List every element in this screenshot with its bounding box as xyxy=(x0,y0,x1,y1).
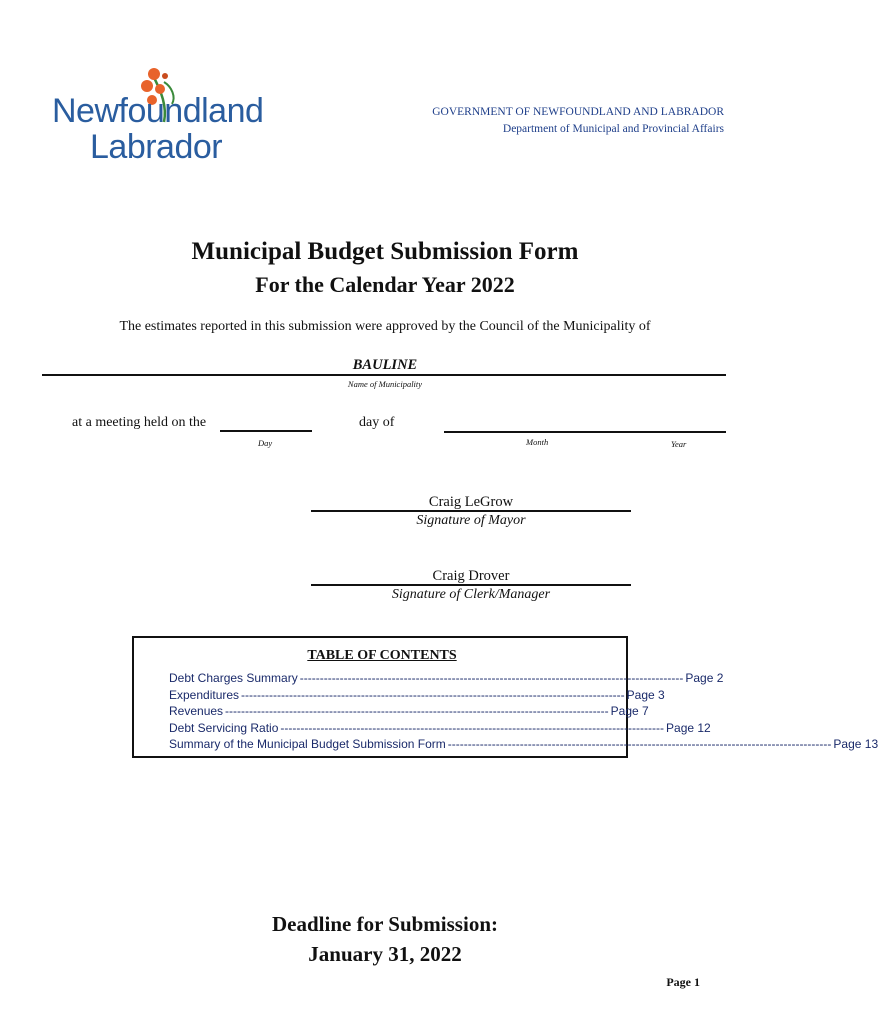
toc-item[interactable] xyxy=(169,687,665,704)
municipality-name-value: BAULINE xyxy=(352,357,418,373)
department-heading: Department of Municipal and Provincial Affairs xyxy=(502,123,724,135)
toc-item-name: Debt Servicing Ratio xyxy=(169,720,279,735)
toc-item-name: Summary of the Municipal Budget Submission Form xyxy=(169,737,446,751)
mayor-signature-label: Signature of Mayor xyxy=(416,513,526,528)
toc-item-name: Expenditures xyxy=(169,687,240,702)
form-subtitle: For the Calendar Year 2022 xyxy=(255,272,515,297)
month-year-field-line[interactable] xyxy=(444,431,726,433)
toc-item-page: Page 12 xyxy=(666,720,711,735)
toc-leader: ------------------------------------------------------------------------------------------------ xyxy=(241,687,625,702)
approval-statement: The estimates reported in this submission were approved by the Council of the Municipality of xyxy=(119,319,651,334)
mayor-name: Craig LeGrow xyxy=(428,494,514,510)
logo-wordmark-newfoundland: Newfoundland xyxy=(52,92,264,130)
clerk-signature-label: Signature of Clerk/Manager xyxy=(391,587,551,602)
deadline-date: January 31, 2022 xyxy=(308,942,462,966)
clerk-name: Craig Drover xyxy=(432,568,510,584)
form-title: Municipal Budget Submission Form xyxy=(191,238,579,265)
municipality-name-line xyxy=(42,374,726,376)
toc-item-page: Page 2 xyxy=(685,671,724,685)
toc-leader: ------------------------------------------------------------------------------------------------ xyxy=(225,704,609,718)
toc-item[interactable] xyxy=(169,736,878,753)
toc-item[interactable] xyxy=(169,670,724,687)
day-label: Day xyxy=(258,438,273,448)
day-field-line[interactable] xyxy=(220,430,312,432)
day-of-label: day of xyxy=(359,415,395,430)
municipality-name-label: Name of Municipality xyxy=(347,379,423,389)
deadline-heading: Deadline for Submission: xyxy=(272,912,498,936)
toc-item-page: Page 7 xyxy=(610,704,649,718)
year-label: Year xyxy=(671,439,687,449)
toc-item-name: Debt Charges Summary xyxy=(169,671,298,685)
toc-item-page: Page 3 xyxy=(626,687,665,702)
toc-list xyxy=(169,670,878,753)
toc-leader: ------------------------------------------------------------------------------------------------ xyxy=(447,737,832,751)
toc-item[interactable] xyxy=(169,703,649,720)
toc-title: TABLE OF CONTENTS xyxy=(307,648,457,663)
logo-wordmark-labrador: Labrador xyxy=(90,128,223,166)
toc-item-name: Revenues xyxy=(169,704,224,718)
page-number: Page 1 xyxy=(666,975,700,989)
toc-item[interactable] xyxy=(169,720,711,737)
month-label: Month xyxy=(526,437,549,447)
toc-leader: ------------------------------------------------------------------------------------------------ xyxy=(280,720,665,735)
mayor-signature-line[interactable] xyxy=(311,510,631,512)
meeting-prefix-label: at a meeting held on the xyxy=(72,415,207,430)
toc-item-page: Page 13 xyxy=(833,737,878,751)
clerk-signature-line[interactable] xyxy=(311,584,631,586)
toc-leader: ------------------------------------------------------------------------------------------------ xyxy=(299,671,684,685)
government-heading: GOVERNMENT OF NEWFOUNDLAND AND LABRADOR xyxy=(432,106,724,118)
